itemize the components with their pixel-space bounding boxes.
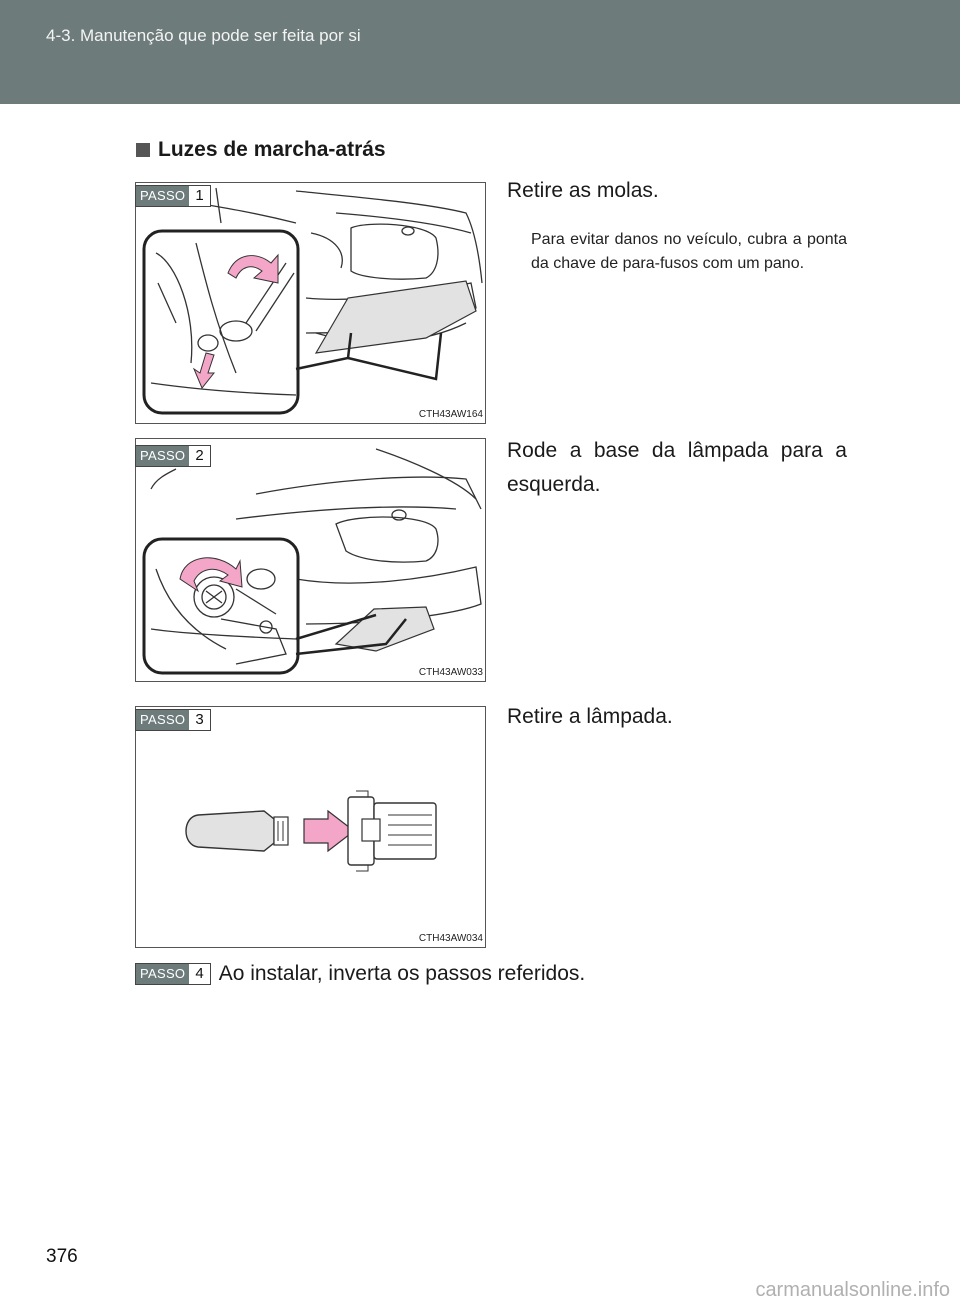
figure-code: CTH43AW164 (418, 409, 483, 420)
step-badge-3: PASSO 3 (135, 709, 211, 731)
figure-step-3 (135, 706, 486, 948)
figure-code: CTH43AW033 (418, 667, 483, 678)
illustration-remove-clips (136, 183, 484, 423)
step-4-row (135, 962, 585, 986)
step-1-text: Retire as molas. (507, 179, 659, 202)
step-2-text: Rode a base da lâmpada para a esquerda. (507, 439, 847, 496)
step-4-text: Ao instalar, inverta os passos referidos. (218, 962, 586, 985)
step-badge-1: PASSO 1 (135, 185, 211, 207)
page-number: 376 (46, 1246, 78, 1267)
illustration-remove-bulb (136, 707, 484, 947)
section-heading (136, 138, 386, 162)
watermark: carmanualsonline.info (755, 1279, 950, 1301)
step-badge-2: PASSO 2 (135, 445, 211, 467)
page-header (0, 0, 960, 104)
illustration-rotate-bulb-base (136, 439, 484, 681)
square-bullet-icon (136, 143, 150, 157)
step-badge-4: PASSO 4 (135, 963, 211, 985)
step-3-text: Retire a lâmpada. (507, 705, 673, 728)
section-title-text: Luzes de marcha-atrás (158, 138, 386, 161)
step-1-note: Para evitar danos no veículo, cubra a ponta da chave de para-fusos com um pano. (531, 231, 847, 272)
chapter-title: 4-3. Manutenção que pode ser feita por si (46, 26, 361, 45)
figure-step-2 (135, 438, 486, 682)
figure-step-1 (135, 182, 486, 424)
figure-code: CTH43AW034 (418, 933, 483, 944)
